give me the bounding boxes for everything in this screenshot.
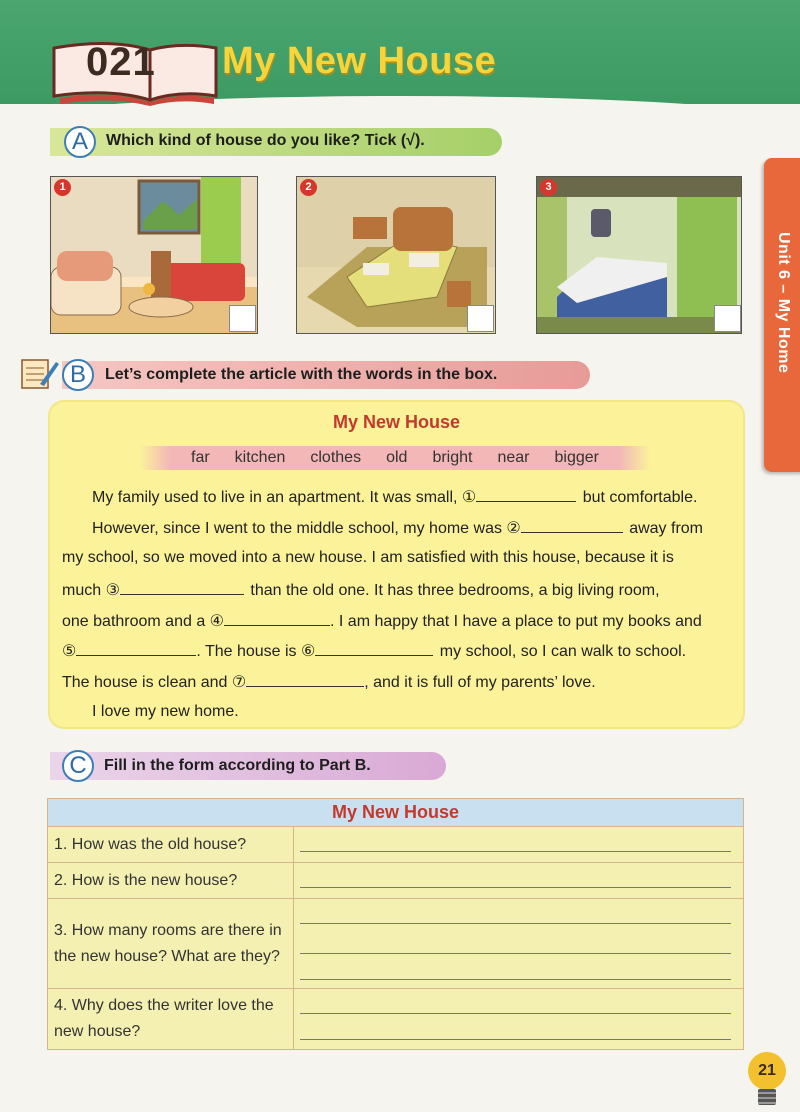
answer-cell-4[interactable] bbox=[294, 989, 744, 1050]
article-line-6 bbox=[62, 641, 686, 661]
answer-line[interactable] bbox=[300, 1039, 731, 1040]
answer-cell-1[interactable] bbox=[294, 827, 744, 863]
blank-7[interactable] bbox=[246, 673, 364, 687]
word-box-word: bigger bbox=[554, 449, 599, 466]
text: My family used to live in an apartment. It was small, ① bbox=[92, 489, 477, 506]
section-c-letter: C bbox=[62, 750, 94, 782]
blank-1[interactable] bbox=[476, 488, 576, 502]
picture-living-room bbox=[50, 176, 258, 334]
text: my school, so I can walk to school. bbox=[439, 643, 687, 660]
word-box-word: old bbox=[386, 449, 408, 466]
article-line-3: my school, so we moved into a new house. I am satisfied with this house, because it is bbox=[62, 549, 674, 566]
table-row bbox=[48, 899, 744, 989]
text: . The house is ⑥ bbox=[196, 643, 316, 660]
section-c-instruction: Fill in the form according to Part B. bbox=[104, 757, 371, 774]
article-line-2 bbox=[92, 518, 703, 538]
picture-number-3: 3 bbox=[540, 179, 557, 196]
table-row bbox=[48, 827, 744, 863]
living-room-picture bbox=[51, 177, 258, 334]
article-line-7 bbox=[62, 672, 596, 692]
text: much ③ bbox=[62, 582, 120, 599]
word-box-word: near bbox=[497, 449, 530, 466]
word-box-word: bright bbox=[432, 449, 473, 466]
article-line-8: I love my new home. bbox=[92, 703, 239, 720]
dorm-room-picture bbox=[537, 177, 742, 334]
picture-bedroom bbox=[296, 176, 496, 334]
section-b-instruction: Let’s complete the article with the words in the box. bbox=[105, 366, 498, 383]
blank-4[interactable] bbox=[224, 612, 330, 626]
text: However, since I went to the middle school, my home was ② bbox=[92, 520, 521, 537]
text: but comfortable. bbox=[582, 489, 698, 506]
word-box bbox=[140, 446, 650, 470]
tick-box-3[interactable] bbox=[714, 305, 741, 332]
question-2: 2. How is the new house? bbox=[48, 863, 294, 899]
table-row bbox=[48, 863, 744, 899]
question-1: 1. How was the old house? bbox=[48, 827, 294, 863]
answer-line[interactable] bbox=[300, 923, 731, 924]
unit-side-tab bbox=[764, 158, 800, 472]
article-line-5 bbox=[62, 611, 702, 631]
section-b-letter: B bbox=[62, 359, 94, 391]
unit-label: Unit 6 – My Home bbox=[775, 232, 792, 374]
answer-cell-2[interactable] bbox=[294, 863, 744, 899]
writing-notepad-icon bbox=[20, 356, 60, 392]
picture-dorm-room bbox=[536, 176, 742, 334]
section-a-letter: A bbox=[64, 126, 96, 158]
blank-3[interactable] bbox=[120, 581, 244, 595]
word-box-word: far bbox=[191, 449, 210, 466]
tick-box-1[interactable] bbox=[229, 305, 256, 332]
picture-number-1: 1 bbox=[54, 179, 71, 196]
text: . I am happy that I have a place to put my books and bbox=[330, 613, 702, 630]
question-4: 4. Why does the writer love the new house? bbox=[48, 989, 294, 1050]
text: one bathroom and a ④ bbox=[62, 613, 225, 630]
answer-cell-3[interactable] bbox=[294, 899, 744, 989]
picture-number-2: 2 bbox=[300, 179, 317, 196]
text: The house is clean and ⑦ bbox=[62, 674, 247, 691]
blank-5[interactable] bbox=[76, 642, 196, 656]
question-3: 3. How many rooms are there in the new house? What are they? bbox=[48, 899, 294, 989]
word-box-word: clothes bbox=[310, 449, 362, 466]
text: ⑤ bbox=[62, 643, 77, 660]
lesson-number: 021 bbox=[86, 40, 156, 84]
article-title: My New House bbox=[332, 412, 461, 432]
answer-line[interactable] bbox=[300, 953, 731, 954]
text: than the old one. It has three bedrooms, a big living room, bbox=[250, 582, 660, 599]
blank-6[interactable] bbox=[315, 642, 433, 656]
answer-line[interactable] bbox=[300, 851, 731, 852]
article-line-4 bbox=[62, 580, 660, 600]
lightbulb-icon bbox=[758, 1089, 776, 1105]
page-title: My New House bbox=[222, 40, 497, 82]
answer-table bbox=[47, 798, 744, 1050]
answer-line[interactable] bbox=[300, 979, 731, 980]
answer-line[interactable] bbox=[300, 1013, 731, 1014]
section-a-instruction: Which kind of house do you like? Tick (√). bbox=[106, 132, 425, 149]
table-row bbox=[48, 989, 744, 1050]
text: , and it is full of my parents’ love. bbox=[364, 674, 596, 691]
tick-box-2[interactable] bbox=[467, 305, 494, 332]
text: away from bbox=[629, 520, 703, 537]
answer-line[interactable] bbox=[300, 887, 731, 888]
page-number: 21 bbox=[748, 1052, 786, 1090]
table-title: My New House bbox=[48, 799, 744, 827]
blank-2[interactable] bbox=[521, 519, 623, 533]
word-box-word: kitchen bbox=[234, 449, 286, 466]
article-line-1 bbox=[92, 487, 697, 507]
